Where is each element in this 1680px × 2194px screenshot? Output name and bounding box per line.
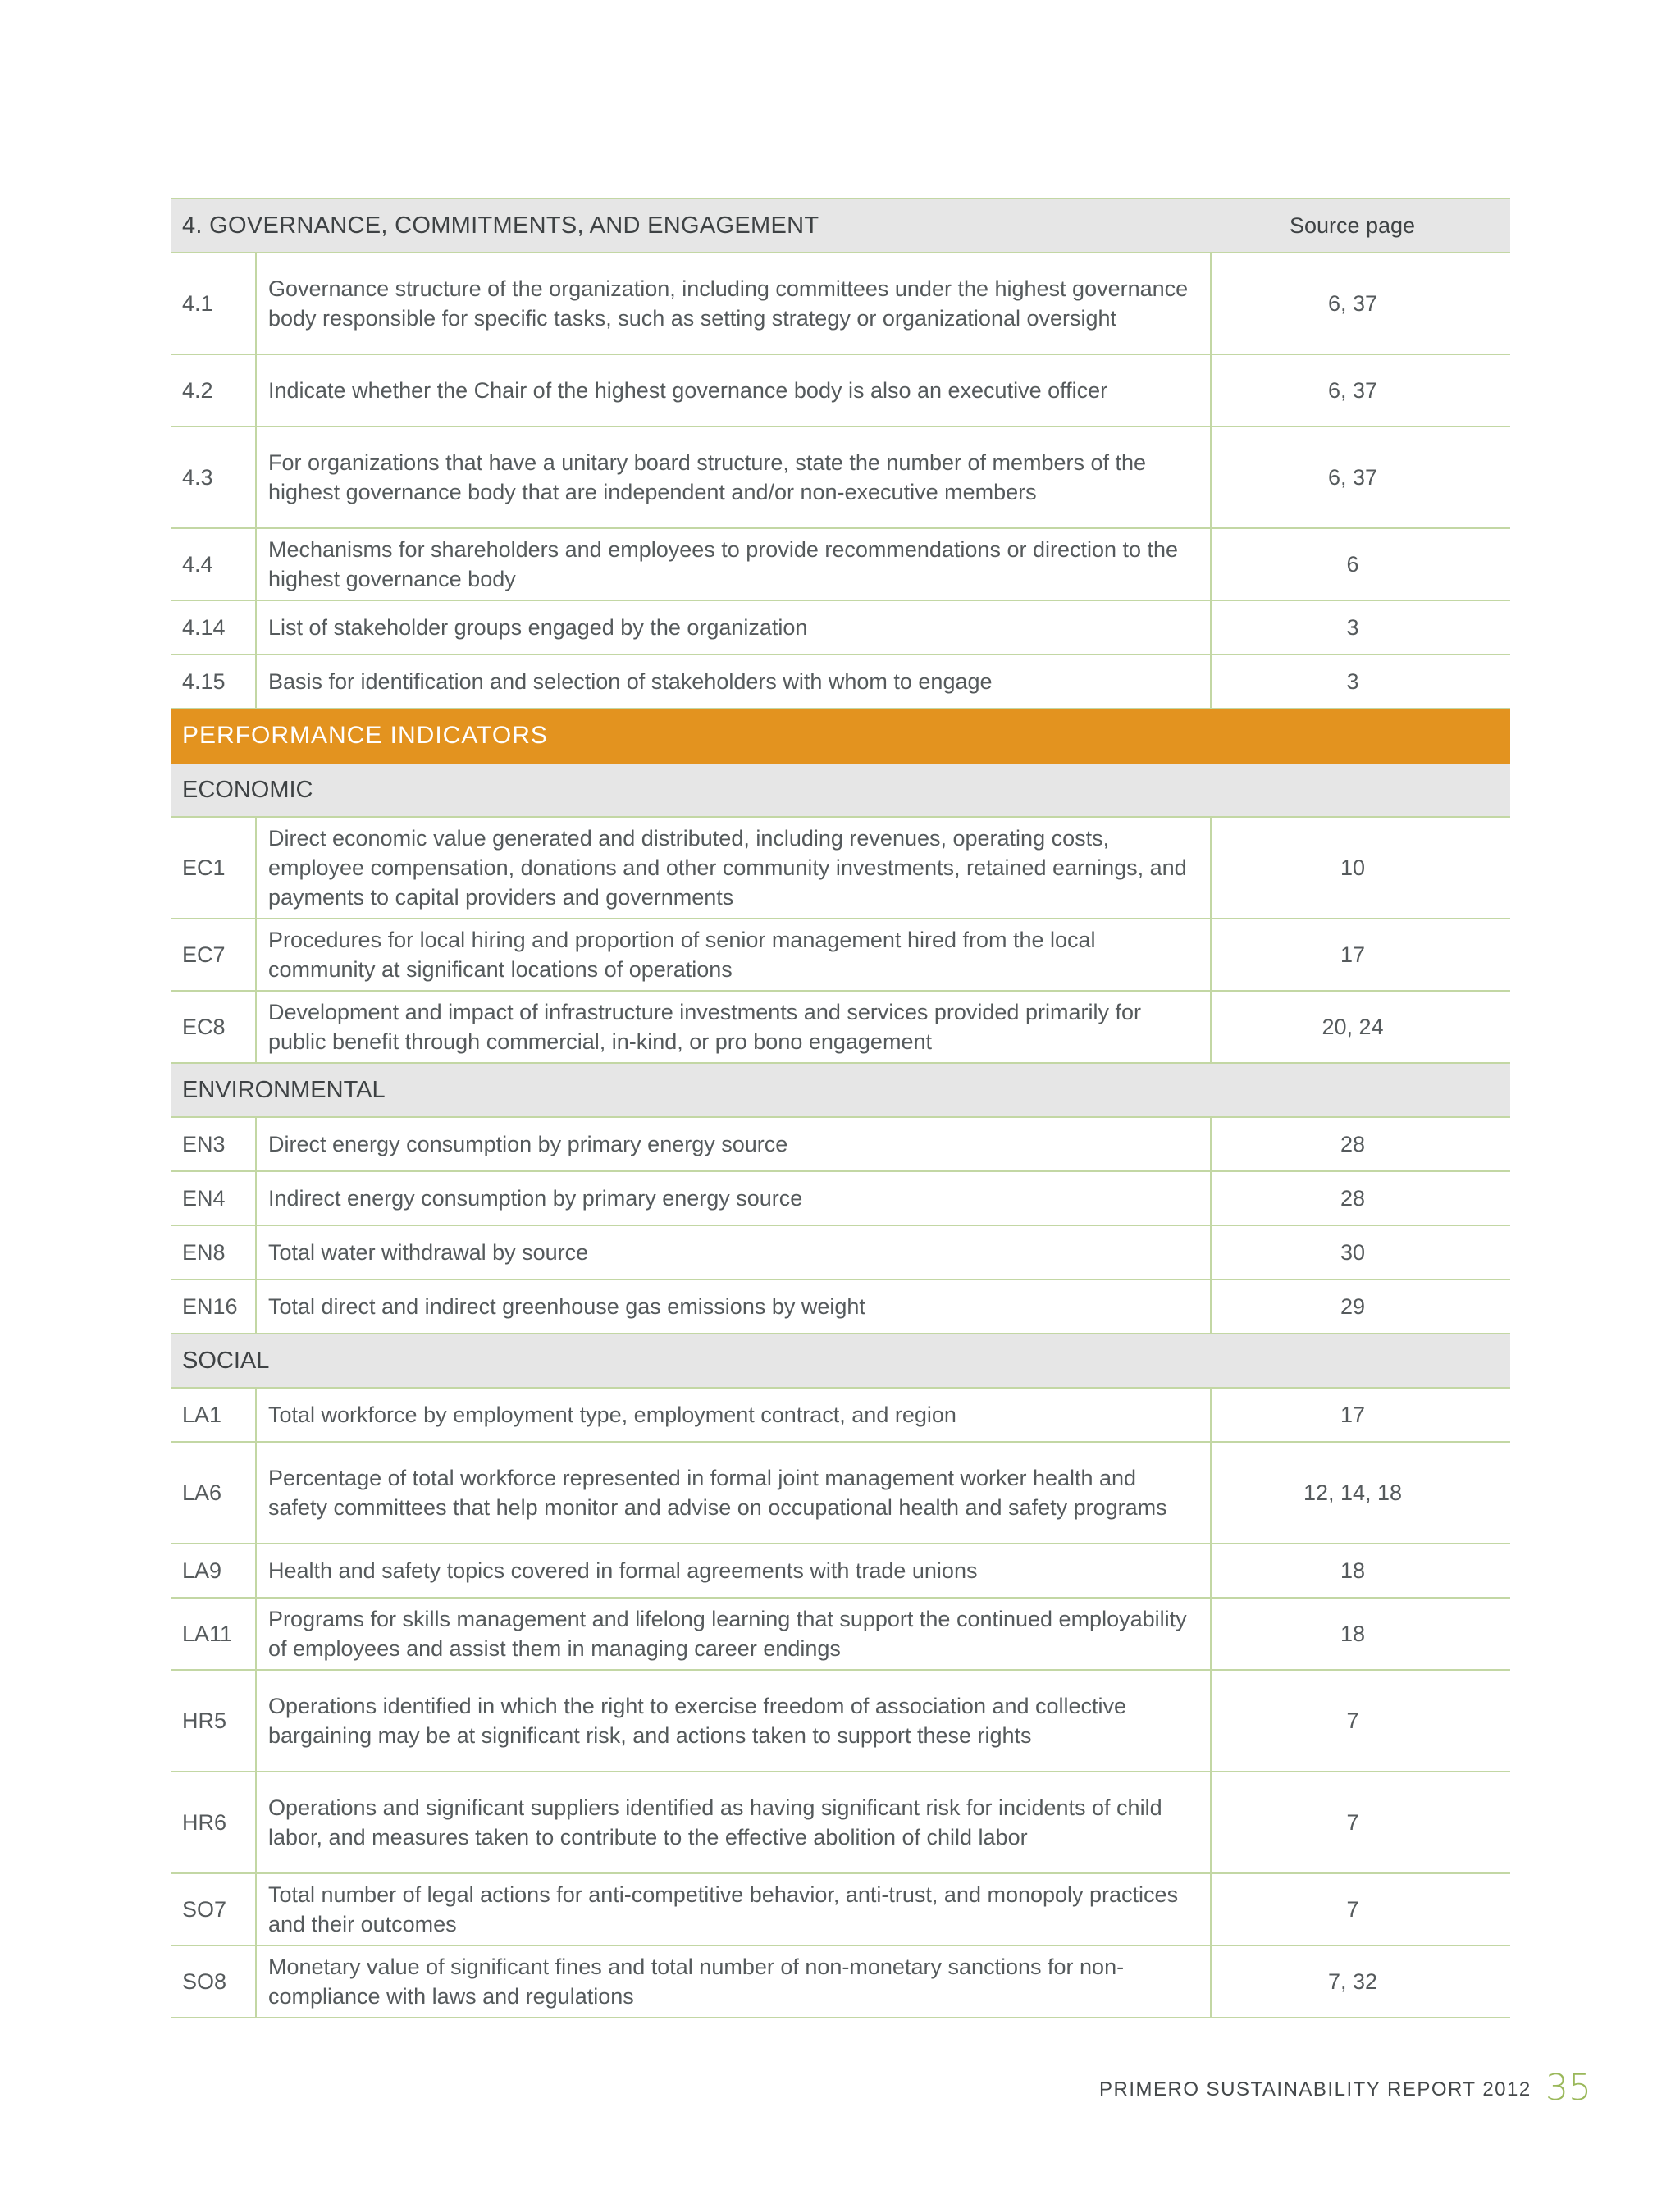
indicator-code: LA6 bbox=[171, 1442, 256, 1544]
table-row bbox=[171, 817, 1510, 919]
table-row bbox=[171, 253, 1510, 354]
indicator-code: EC7 bbox=[171, 919, 256, 991]
indicator-description: Indirect energy consumption by primary energy source bbox=[256, 1171, 1211, 1225]
indicator-description: Indicate whether the Chair of the highest governance body is also an executive officer bbox=[256, 354, 1211, 426]
table-row bbox=[171, 1772, 1510, 1873]
table-row bbox=[171, 1544, 1510, 1598]
indicator-description: Monetary value of significant fines and total number of non-monetary sanctions for non-compliance with laws and regulations bbox=[256, 1945, 1211, 2018]
category-row-environmental bbox=[171, 1063, 1510, 1117]
source-pages: 7, 32 bbox=[1211, 1945, 1510, 2018]
indicator-description: Governance structure of the organization, including committees under the highest governance body responsible for specific tasks, such as setting strategy or organizational oversight bbox=[256, 253, 1211, 354]
category-row-social bbox=[171, 1334, 1510, 1388]
source-pages: 3 bbox=[1211, 600, 1510, 655]
source-pages: 20, 24 bbox=[1211, 991, 1510, 1063]
performance-indicators-band bbox=[171, 709, 1510, 763]
indicator-description: Total number of legal actions for anti-competitive behavior, anti-trust, and monopoly practices and their outcomes bbox=[256, 1873, 1211, 1945]
indicator-code: EN8 bbox=[171, 1225, 256, 1279]
table-row bbox=[171, 1117, 1510, 1171]
section-title: 4. GOVERNANCE, COMMITMENTS, AND ENGAGEMENT bbox=[171, 198, 1211, 253]
table-row bbox=[171, 354, 1510, 426]
indicator-code: 4.14 bbox=[171, 600, 256, 655]
table-row bbox=[171, 1388, 1510, 1442]
indicator-description: Direct energy consumption by primary energy source bbox=[256, 1117, 1211, 1171]
source-pages: 10 bbox=[1211, 817, 1510, 919]
indicator-code: EN16 bbox=[171, 1279, 256, 1334]
indicator-description: Mechanisms for shareholders and employees to provide recommendations or direction to the highest governance body bbox=[256, 528, 1211, 600]
source-pages: 18 bbox=[1211, 1598, 1510, 1670]
indicator-description: Operations identified in which the right to exercise freedom of association and collective bargaining may be at significant risk, and actions taken to support these rights bbox=[256, 1670, 1211, 1772]
page-number: 35 bbox=[1545, 2067, 1591, 2109]
category-row-economic bbox=[171, 763, 1510, 817]
gri-index-table bbox=[171, 198, 1510, 2018]
table-row bbox=[171, 1442, 1510, 1544]
governance-header-row bbox=[171, 198, 1510, 253]
source-pages: 17 bbox=[1211, 919, 1510, 991]
table-row bbox=[171, 919, 1510, 991]
indicator-description: Total workforce by employment type, employment contract, and region bbox=[256, 1388, 1211, 1442]
table-row bbox=[171, 1171, 1510, 1225]
source-pages: 7 bbox=[1211, 1772, 1510, 1873]
table-row bbox=[171, 991, 1510, 1063]
indicator-description: List of stakeholder groups engaged by the organization bbox=[256, 600, 1211, 655]
source-pages: 3 bbox=[1211, 655, 1510, 709]
category-label: ECONOMIC bbox=[171, 763, 1510, 817]
table-row bbox=[171, 528, 1510, 600]
table-row bbox=[171, 1945, 1510, 2018]
source-pages: 7 bbox=[1211, 1873, 1510, 1945]
indicator-description: Total water withdrawal by source bbox=[256, 1225, 1211, 1279]
source-pages: 7 bbox=[1211, 1670, 1510, 1772]
indicator-code: LA1 bbox=[171, 1388, 256, 1442]
indicator-code: EN4 bbox=[171, 1171, 256, 1225]
page-footer bbox=[0, 2067, 1680, 2116]
category-label: SOCIAL bbox=[171, 1334, 1510, 1388]
source-pages: 12, 14, 18 bbox=[1211, 1442, 1510, 1544]
indicator-description: Procedures for local hiring and proportion of senior management hired from the local community at significant locations of operations bbox=[256, 919, 1211, 991]
indicator-code: LA11 bbox=[171, 1598, 256, 1670]
source-pages: 6, 37 bbox=[1211, 253, 1510, 354]
indicator-description: Operations and significant suppliers identified as having significant risk for incidents of child labor, and measures taken to contribute to the effective abolition of child labor bbox=[256, 1772, 1211, 1873]
indicator-description: Total direct and indirect greenhouse gas emissions by weight bbox=[256, 1279, 1211, 1334]
source-pages: 28 bbox=[1211, 1117, 1510, 1171]
source-page-header: Source page bbox=[1211, 198, 1510, 253]
indicator-code: 4.1 bbox=[171, 253, 256, 354]
indicator-code: EN3 bbox=[171, 1117, 256, 1171]
indicator-description: Health and safety topics covered in formal agreements with trade unions bbox=[256, 1544, 1211, 1598]
source-pages: 17 bbox=[1211, 1388, 1510, 1442]
report-title: PRIMERO SUSTAINABILITY REPORT 2012 bbox=[1099, 2078, 1532, 2100]
table-row bbox=[171, 426, 1510, 528]
indicator-code: HR5 bbox=[171, 1670, 256, 1772]
table-row bbox=[171, 1225, 1510, 1279]
table-row bbox=[171, 1873, 1510, 1945]
indicator-code: HR6 bbox=[171, 1772, 256, 1873]
table-row bbox=[171, 1670, 1510, 1772]
source-pages: 18 bbox=[1211, 1544, 1510, 1598]
source-pages: 6, 37 bbox=[1211, 354, 1510, 426]
indicator-description: Development and impact of infrastructure investments and services provided primarily for public benefit through commercial, in-kind, or pro bono engagement bbox=[256, 991, 1211, 1063]
source-pages: 28 bbox=[1211, 1171, 1510, 1225]
source-pages: 30 bbox=[1211, 1225, 1510, 1279]
indicator-description: Percentage of total workforce represented in formal joint management worker health and safety committees that help monitor and advise on occupational health and safety programs bbox=[256, 1442, 1211, 1544]
indicator-description: Direct economic value generated and distributed, including revenues, operating costs, employee compensation, donations and other community investments, retained earnings, and payments to capital providers and governments bbox=[256, 817, 1211, 919]
indicator-code: SO7 bbox=[171, 1873, 256, 1945]
band-title: PERFORMANCE INDICATORS bbox=[171, 709, 1510, 763]
indicator-description: For organizations that have a unitary board structure, state the number of members of the highest governance body that are independent and/or non-executive members bbox=[256, 426, 1211, 528]
indicator-code: 4.15 bbox=[171, 655, 256, 709]
indicator-code: 4.2 bbox=[171, 354, 256, 426]
indicator-code: EC8 bbox=[171, 991, 256, 1063]
source-pages: 29 bbox=[1211, 1279, 1510, 1334]
table-row bbox=[171, 1279, 1510, 1334]
indicator-code: LA9 bbox=[171, 1544, 256, 1598]
table-row bbox=[171, 1598, 1510, 1670]
table-row bbox=[171, 655, 1510, 709]
indicator-code: 4.3 bbox=[171, 426, 256, 528]
source-pages: 6, 37 bbox=[1211, 426, 1510, 528]
indicator-code: EC1 bbox=[171, 817, 256, 919]
source-pages: 6 bbox=[1211, 528, 1510, 600]
table-row bbox=[171, 600, 1510, 655]
category-label: ENVIRONMENTAL bbox=[171, 1063, 1510, 1117]
indicator-description: Basis for identification and selection of stakeholders with whom to engage bbox=[256, 655, 1211, 709]
indicator-description: Programs for skills management and lifelong learning that support the continued employability of employees and assist them in managing career endings bbox=[256, 1598, 1211, 1670]
indicator-code: 4.4 bbox=[171, 528, 256, 600]
indicator-code: SO8 bbox=[171, 1945, 256, 2018]
